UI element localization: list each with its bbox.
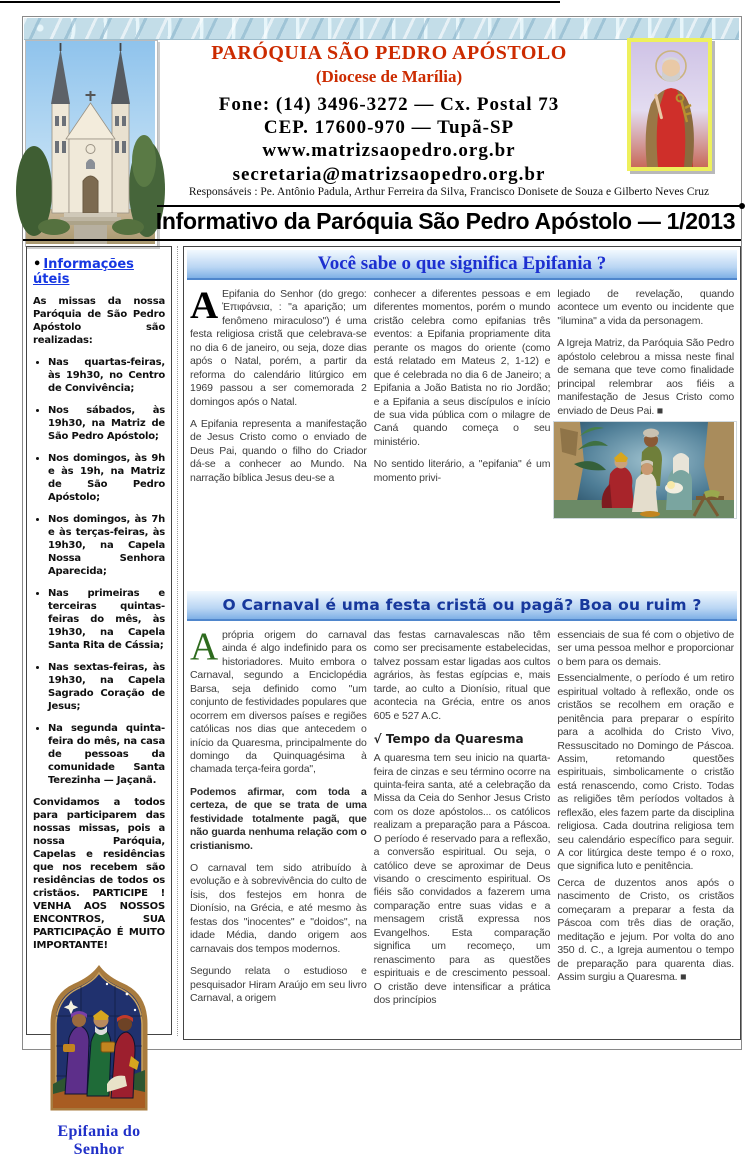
article2-body [184,625,740,1053]
paragraph: conhecer a diferentes pessoas e em diferentes momentos, porém o mundo cristão celebra como epifanias três eventos: a Epifania propriamente dita perante os magos do oriente (como está relatado em Mateus 2, 1-12) e que é celebrada no dia 6 de Janeiro; a Epifania a João Batista no rio Jordão; e a Epifania a seus discípulos e início de sua vida pública com o milagre de Caná quando começa o seu ministério. [373,288,551,448]
sidebar-closing: Convidamos a todos para participarem das nossas missas, pois a nossa Paróquia, Capelas e residências que nos recebem são residências de todos os cristãos. PARTICIPE ! VENHA AOS NOSSOS ENCONTROS, SUA PARTICIPAÇÃO É MUITO IMPORTANTE! [33,797,165,951]
list-item: • Nos domingos, às 7h e às terças-feiras, às 19h30, na Capela Nossa Senhora Aparecida; [48,513,165,578]
image-caption: Epifania do Senhor [57,1123,141,1158]
newsletter-banner: Informativo da Paróquia São Pedro Apóstolo — 1/2013 [155,208,736,234]
article1-body [184,284,740,588]
paragraph: O carnaval tem sido atribuído à evolução e à sobrevivência do culto de Ísis, dos festejos em honra de Dionísio, na Grécia, e até mesmo às festas dos "inocentes" e "doidos", na idade Média, dando origem aos carnavais dos tempos modernos. [190,862,367,955]
dropcap-letter: A [190,284,219,327]
nativity-image [553,421,737,519]
decorative-border [24,18,739,40]
banner-divider [23,239,741,241]
saint-peter-illustration [627,38,712,171]
list-item: • Na segunda quinta-feira do mês, na casa de pessoas da comunidade Santa Terezinha — Jaçanã. [48,722,165,787]
saint-peter-image [627,38,712,171]
paragraph [190,284,367,409]
list-item: • Nos sábados, às 19h30, na Matriz de São Pedro Apóstolo; [48,404,165,443]
article1-title: Você sabe o que significa Epifania ? [317,253,607,274]
paragraph: das festas carnavalescas não têm como ser precisamente estabelecidas, talvez possam estar ligadas aos cultos agrários, às festas egípcias e, mais tarde, ao culto a Dionísio, ritual que acontecia na Grécia, entre os anos 605 e 527 A.C. [373,629,551,722]
article2-column-3 [557,629,734,1053]
article2-header [187,591,737,621]
phone-line: Fone: (14) 3496-3272 — Cx. Postal 73 [218,94,560,115]
church-photo [25,40,158,247]
paragraph: No sentido literário, a "epifania" é um momento privi- [373,458,551,484]
article2-column-1 [190,625,367,1053]
article2-column-2 [374,629,551,1053]
paragraph: Segundo relata o estudioso e pesquisador Hiram Araújo em seu livro Carnaval, a origem [190,965,367,1004]
stained-glass-image [43,966,155,1111]
list-item: • Nos domingos, às 9h e às 19h, na Matriz de São Pedro Apóstolo; [48,452,165,504]
nativity-illustration [554,422,734,518]
paragraph: essenciais de sua fé com o objetivo de ser uma pessoa melhor e proporcionar o bem para os demais. [557,629,735,668]
sidebar-intro: As missas da nossa Paróquia de São Pedro Apóstolo são realizadas: [33,296,165,346]
paragraph-text: Epifania do Senhor (do grego: Ἐπιφάνεια, : "a aparição; um fenômeno miraculoso") é uma festa religiosa cristã que celebrava-se no dia 6 de janeiro, ou seja, doze dias após o Natal, porém, a partir da reforma do calendário litúrgico em 1969 passou a ser comemorada 2 domingos após o Natal. [190,288,367,408]
list-item: • Nas sextas-feiras, às 19h30, na Capela Sagrado Coração de Jesus; [48,661,165,713]
magi-stained-glass-illustration [43,966,155,1111]
cep-line: CEP. 17600-970 — Tupã-SP [263,117,515,139]
article1-column-2 [374,288,551,588]
scan-artifact-line [0,1,560,3]
masthead [160,42,618,186]
paragraph-text: própria origem do carnaval ainda é algo indefinido para os historiadores. Muito embora o Carnaval, segundo a Enciclopédia Barsa, seja definido como "um conjunto de festividades populares que ocorrem em diversos países e regiões católicas nos dias que antecedem o início da Quaresma, principalmente do domingo da Quinquagésima à chamada terça-feira gorda", [190,629,367,776]
paragraph: Podemos afirmar, com toda a certeza, de que se trata de uma festividade totalmente pagã, que não guarda nenhuma relação com o cristianismo. [190,785,367,852]
email-text: secretaria@matrizsaopedro.org.br [232,163,546,185]
article2-title: O Carnaval é uma festa cristã ou pagã? Boa ou ruim ? [222,596,702,614]
article1-column-3 [557,288,734,588]
paragraph [190,625,367,777]
website-text: www.matrizsaopedro.org.br [262,140,516,162]
paragraph: legiado de revelação, quando acontece um evento ou incidente que "ilumina" a vida da personagem. [557,288,735,327]
sidebar-title-label: Informações úteis [33,257,134,287]
paragraph: A quaresma tem seu inicio na quarta-feira de cinzas e seu término ocorre na quinta-feira santa, até a celebração da Missa da Ceia do Senhor Jesus Cristo com os doze apóstolos... os católicos realizam a preparação para a Páscoa. O período é reservado para a reflexão, a conversão espiritual. Ou seja, o católico deve se aproximar de Deus visando o crescimento espiritual. Os fiéis são convidados a fazerem uma comparação entre suas vidas e a mensagem cristã expressa nos Evangelhos. Esta comparação significa um recomeço, um renascimento para as questões espirituais e de crescimento pessoal. O cristão deve intensificar a prática dos princípios [373,752,551,1006]
main-content [183,246,741,1040]
diocese-name: (Diocese de Marília) [315,67,463,86]
list-item: • Nas primeiras e terceiras quintas-feiras do mês, às 19h30, na Capela Santa Rita de Cássia; [48,587,165,652]
paragraph: A Epifania representa a manifestação de Jesus Cristo como o enviado de Deus Pai, quando o filho do Criador dá-se a conhecer ao Mundo. Na narração bíblica Jesus deu-se a [190,417,367,484]
list-item: • Nas quartas-feiras, às 19h30, no Centro de Convivência; [48,356,165,395]
paragraph: Essencialmente, o período é um retiro espiritual voltado à reflexão, onde os cristãos se recolhem em oração e penitência para preparar o espírito para a acolhida do Cristo Vivo, Ressuscitado no Domingo de Páscoa. Assim, retomando questões espirituais, simbolicamente o cristão está renascendo, como Cristo. Todas as religiões têm períodos voltados à reflexão, eles fazem parte da disciplina religiosa. Cada doutrina religiosa tem seu calendário específico para seguir. A cor litúrgica deste tempo é o roxo, que significa luto e penitência. [557,672,735,873]
responsibles-line: Responsáveis : Pe. Antônio Padula, Arthur Ferreira da Silva, Francisco Donisete de Souza e Gilberto Neves Cruz [157,186,741,207]
bullet-glyph: • [33,257,42,272]
subheading-quaresma: √ Tempo da Quaresma [373,732,524,747]
parish-name: PARÓQUIA SÃO PEDRO APÓSTOLO [211,42,567,64]
sidebar-title [33,257,165,287]
dotted-divider [177,246,178,1036]
sidebar [26,246,172,1158]
paragraph: Cerca de duzentos anos após o nascimento de Cristo, os cristãos começaram a preparar a festa da Páscoa com três dias de oração, meditação e jejum. Por volta do ano 350 d. C., a Igreja aumentou o tempo de preparação para quarenta dias. Assim surgiu a Quaresma. ■ [557,876,735,983]
mass-schedule-list [33,356,165,787]
article1-header [187,250,737,280]
paragraph: A Igreja Matriz, da Paróquia São Pedro apóstolo celebrou a missa neste final de semana que teve como finalidade principal relembrar aos fiéis a manifestação de Jesus Cristo como enviado de Deus Pai. ■ [557,337,735,417]
church-illustration [26,41,155,244]
article1-column-1 [190,284,367,588]
dropcap-letter: A [190,625,219,668]
